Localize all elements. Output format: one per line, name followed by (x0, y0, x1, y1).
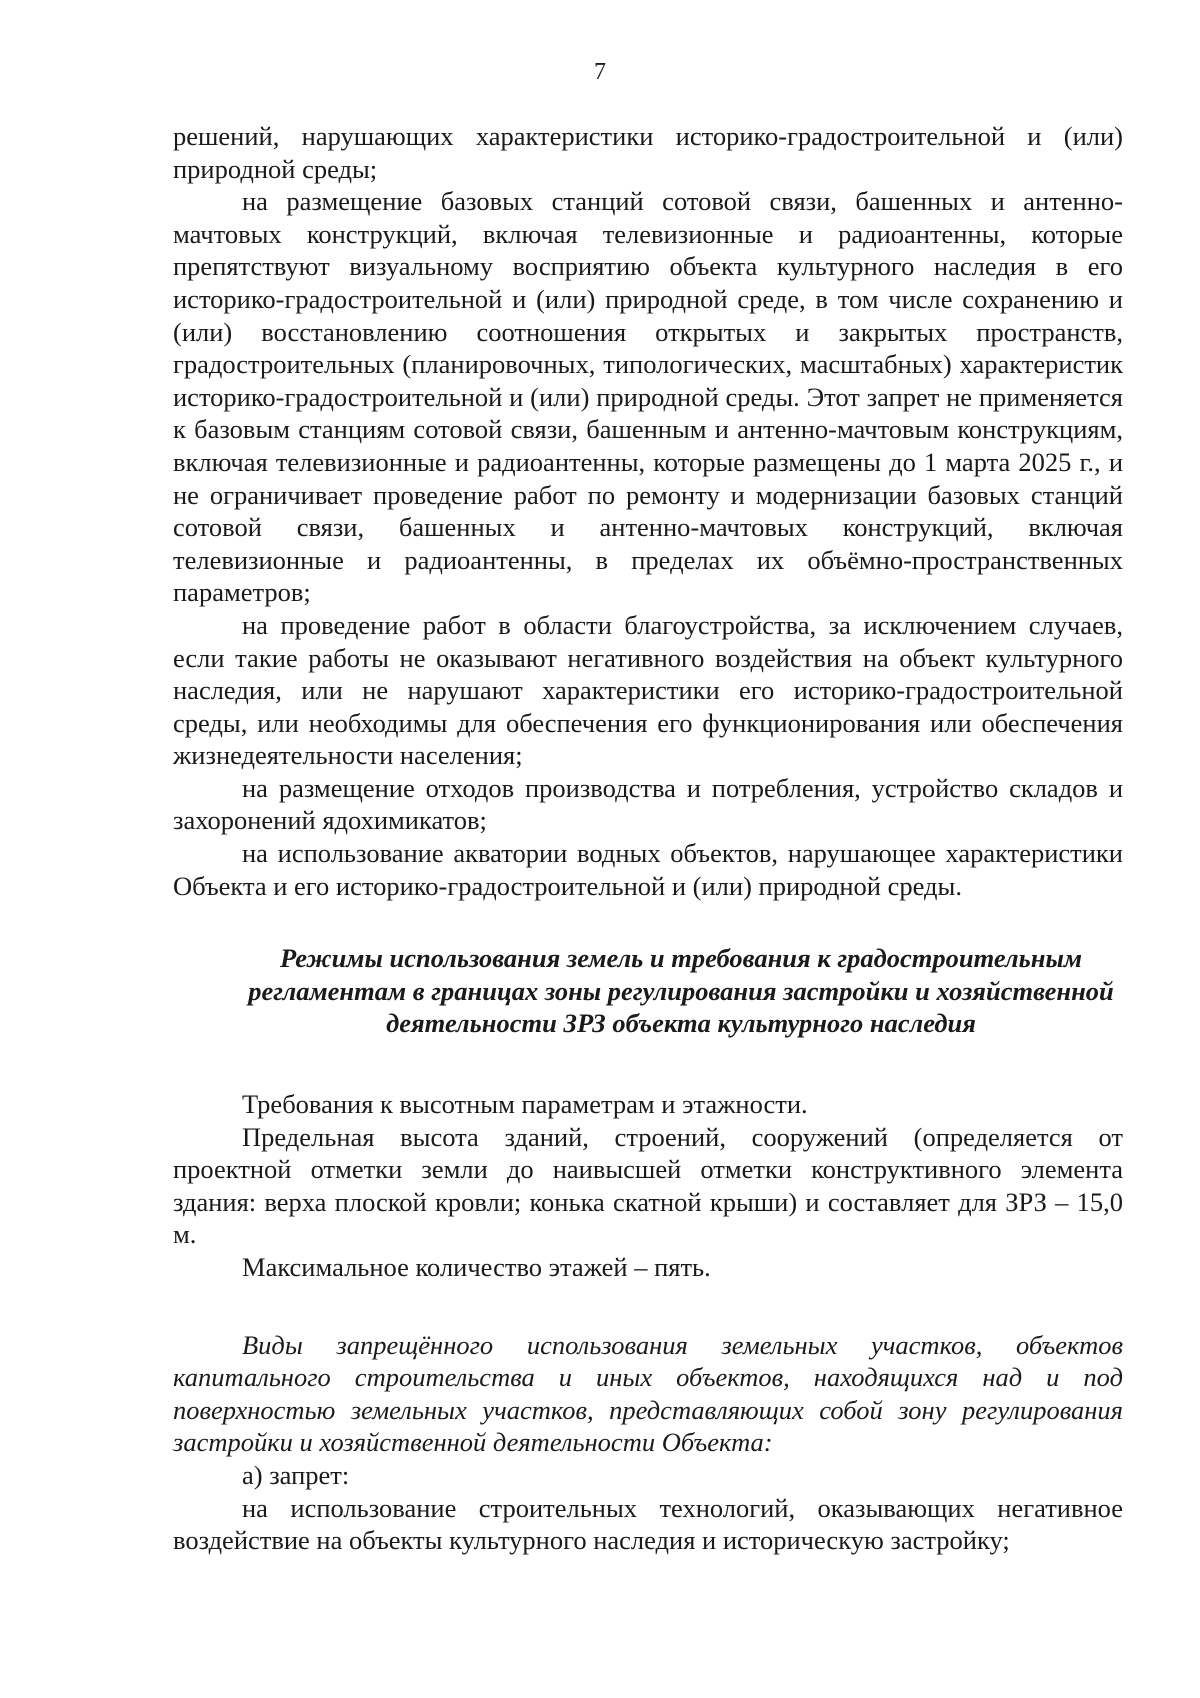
paragraph-waste: на размещение отходов производства и потребления, устройство складов и захоронений ядохимикатов; (173, 772, 1123, 836)
paragraph-base-stations: на размещение базовых станций сотовой связи, башенных и антенно-мачтовых конструкций, включая телевизионные и радиоантенны, которые препятствуют визуальному восприятию объекта культурного наследия в его историко-градостроительной и (или) природной среде, в том числе сохранению и (или) восстановлению соотношения открытых и закрытых пространств, градостроительных (планировочных, типологических, масштабных) характеристик историко-градостроительной и (или) природной среды. Этот запрет не применяется к базовым станциям сотовой связи, башенным и антенно-мачтовым конструкциям, включая телевизионные и радиоантенны, которые размещены до 1 марта 2025 г., и не ограничивает проведение работ по ремонту и модернизации базовых станций сотовой связи, башенных и антенно-мачтовых конструкций, включая телевизионные и радиоантенны, в пределах их объёмно-пространственных параметров; (173, 186, 1123, 608)
paragraph-landscaping: на проведение работ в области благоустройства, за исключением случаев, если такие работы не оказывают негативного воздействия на объект культурного наследия, или не нарушают характеристики его историко-градостроительной среды, или необходимы для обеспечения его функционирования или обеспечения жизнедеятельности населения; (173, 609, 1123, 771)
paragraph-construction-technologies: на использование строительных технологий, оказывающих негативное воздействие на объекты культурного наследия и историческую застройку; (173, 1492, 1123, 1556)
section-heading-line: деятельности ЗРЗ объекта культурного наследия (386, 1008, 976, 1039)
section-heading-line: регламентам в границах зоны регулирования застройки и хозяйственной (248, 975, 1114, 1006)
paragraph-height-requirements: Требования к высотным параметрам и этажности. (242, 1089, 808, 1120)
page-number: 7 (594, 59, 606, 85)
section-heading (173, 942, 1123, 1040)
list-item-a: а) запрет: (242, 1459, 350, 1490)
paragraph-continuation: решений, нарушающих характеристики историко-градостроительной и (или) природной среды; (173, 121, 1123, 184)
document-body (173, 120, 1123, 1557)
section-heading-line: Режимы использования земель и требования к градостроительным (280, 943, 1082, 974)
paragraph-prohibited-uses-intro: Виды запрещённого использования земельных участков, объектов капитального строительства и иных объектов, находящихся над и под поверхностью земельных участков, представляющих собой зону регулирования застройки и хозяйственной деятельности Объекта: (173, 1329, 1123, 1458)
paragraph-max-floors: Максимальное количество этажей – пять. (242, 1252, 711, 1282)
paragraph-max-height: Предельная высота зданий, строений, сооружений (определяется от проектной отметки земли до наивысшей отметки конструктивного элемента здания: верха плоской кровли; конька скатной крыши) и составляет для ЗРЗ – 15,0 м. (173, 1121, 1123, 1250)
paragraph-water-area: на использование акватории водных объектов, нарушающее характеристики Объекта и его историко-градостроительной и (или) природной среды. (173, 838, 1123, 901)
